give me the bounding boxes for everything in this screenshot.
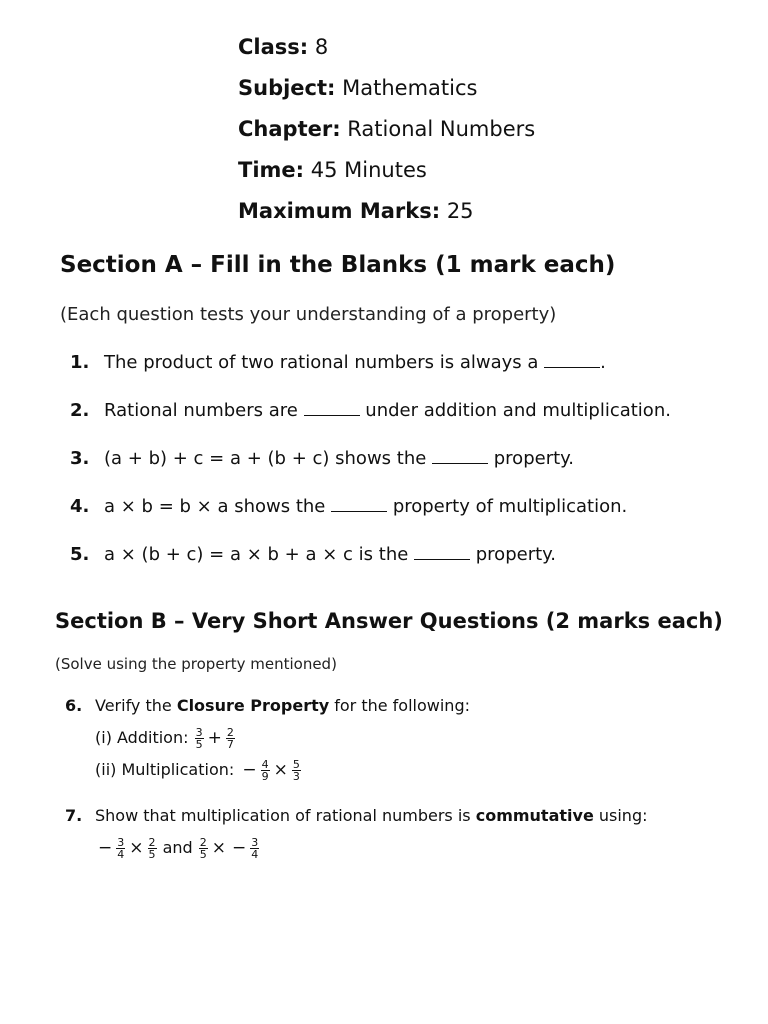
question-number: 3. [70,448,90,469]
numerator: 3 [251,836,259,849]
question-1 [70,349,671,397]
time-value: 45 Minutes [310,158,427,182]
question-text-end: under addition and multiplication. [359,400,671,421]
question-text: (a + b) + c = a + (b + c) shows the [104,448,433,469]
numerator: 3 [195,726,203,739]
question-text: Show that multiplication of rational numbers is [95,806,476,825]
class-label: Class: [238,35,309,59]
denominator: 3 [292,770,300,783]
operator: × [273,760,288,780]
fraction [199,837,208,860]
section-a-questions [70,349,671,589]
question-number: 5. [70,544,90,565]
numerator: 3 [117,836,125,849]
denominator: 4 [117,848,125,861]
subpart-label: (ii) Multiplication: [95,760,235,779]
question-3 [70,445,671,493]
answer-blank [331,495,387,512]
chapter-row [238,115,535,156]
question-number: 1. [70,352,90,373]
answer-blank [432,447,488,464]
question-text: Verify the [95,696,177,715]
subpart-multiplication [65,754,470,786]
question-6 [65,690,470,786]
question-7 [65,800,648,864]
minus-sign: − [242,760,257,780]
time-label: Time: [238,158,305,182]
operator: × [211,838,227,858]
fraction [195,727,204,750]
question-4 [70,493,671,541]
question-number: 7. [65,806,83,825]
numerator: 2 [226,726,234,739]
numerator: 2 [148,836,156,849]
fraction [116,837,125,860]
question-5 [70,541,671,589]
question-text-end: property of multiplication. [387,496,628,517]
fraction [226,727,235,750]
numerator: 4 [261,758,269,771]
expression [65,832,648,864]
answer-blank [304,399,360,416]
property-name: commutative [475,806,594,825]
subject-label: Subject: [238,76,336,100]
question-text-end: property. [470,544,556,565]
time-row [238,156,535,197]
minus-sign: − [98,838,113,858]
property-name: Closure Property [176,696,330,715]
class-value: 8 [314,35,329,59]
denominator: 5 [148,848,156,861]
fraction [292,759,301,782]
question-6-stem [65,690,470,722]
question-2 [70,397,671,445]
denominator: 5 [195,738,203,751]
question-number: 6. [65,696,83,715]
marks-label: Maximum Marks: [238,199,441,223]
conjunction: and [162,838,193,857]
question-text: Rational numbers are [104,400,304,421]
denominator: 5 [199,848,207,861]
denominator: 9 [261,770,269,783]
subpart-label: (i) Addition: [95,728,189,747]
question-text-end: using: [593,806,648,825]
question-number: 4. [70,496,90,517]
answer-blank [414,543,470,560]
answer-blank [544,351,600,368]
question-text-end: for the following: [329,696,470,715]
section-b-title: Section B – Very Short Answer Questions (2 marks each) [55,609,723,633]
section-a-note: (Each question tests your understanding of a property) [60,304,557,325]
question-text-end: . [600,352,606,373]
numerator: 5 [292,758,300,771]
operator: + [207,728,222,748]
section-b-note: (Solve using the property mentioned) [55,655,337,673]
question-text-end: property. [488,448,574,469]
class-row [238,33,535,74]
question-text: a × (b + c) = a × b + a × c is the [104,544,415,565]
subject-value: Mathematics [342,76,478,100]
marks-row [238,197,535,238]
question-number: 2. [70,400,90,421]
header-block [238,33,535,238]
question-text: a × b = b × a shows the [104,496,332,517]
fraction [148,837,157,860]
question-7-stem [65,800,648,832]
denominator: 7 [226,738,234,751]
chapter-value: Rational Numbers [347,117,536,141]
subject-row [238,74,535,115]
fraction [261,759,270,782]
operator: × [129,838,144,858]
section-a-title: Section A – Fill in the Blanks (1 mark each) [60,252,616,278]
question-text: The product of two rational numbers is always a [104,352,545,373]
denominator: 4 [251,848,259,861]
numerator: 2 [199,836,207,849]
chapter-label: Chapter: [238,117,341,141]
minus-sign: − [232,838,247,858]
fraction [250,837,259,860]
marks-value: 25 [446,199,474,223]
subpart-addition [65,722,470,754]
